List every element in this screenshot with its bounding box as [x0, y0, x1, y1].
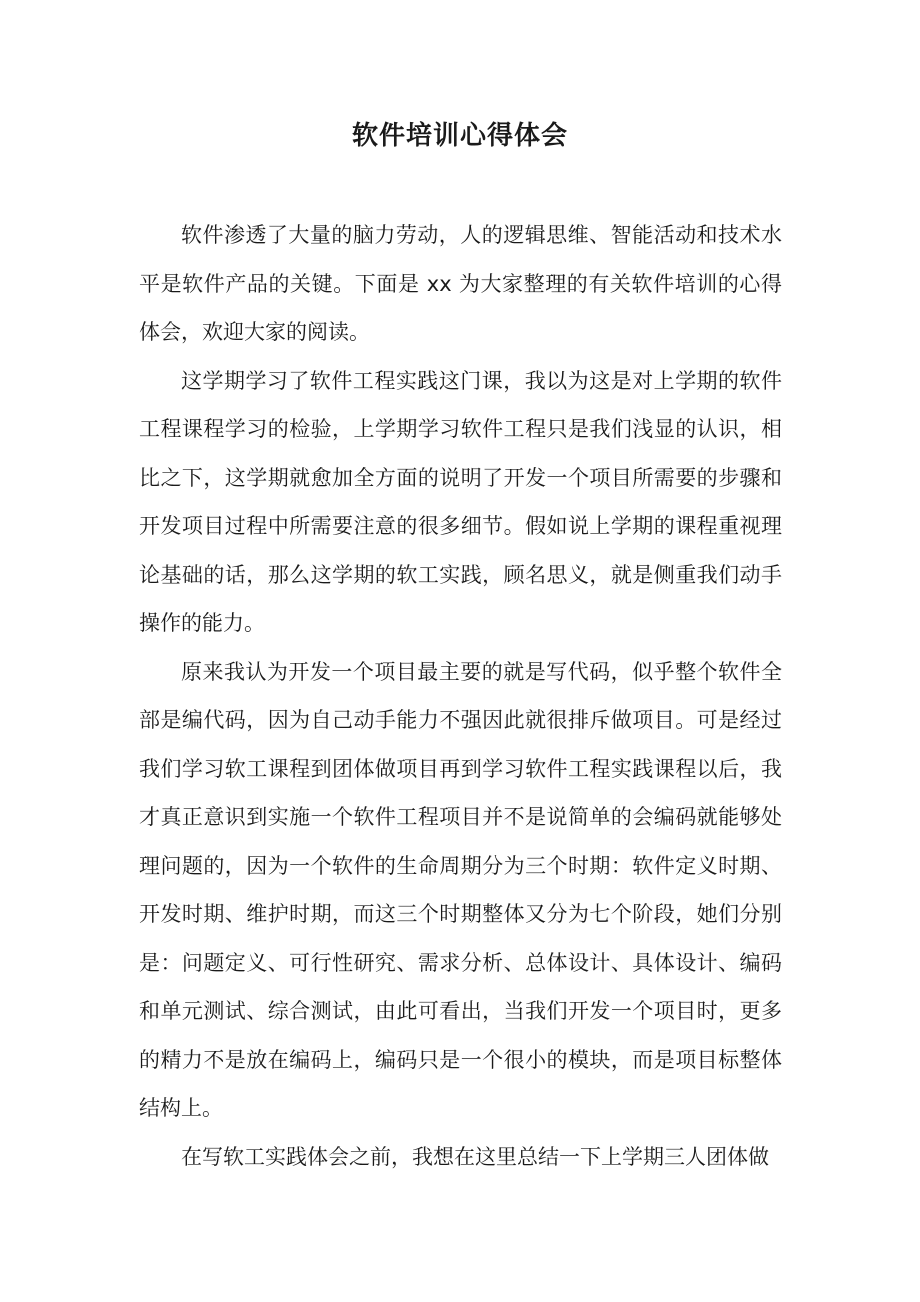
paragraph-project-lifecycle: 原来我认为开发一个项目最主要的就是写代码，似乎整个软件全部是编代码，因为自己动手能力不强因此就很排斥做项目。可是经过我们学习软工课程到团体做项目再到学习软件工程实践课程以后，我才真正意识到实施一个软件工程项目并不是说简单的会编码就能够处理问题的，因为一个软件的生命周期分为三个时期：软件定义时期、开发时期、维护时期，而这三个时期整体又分为七个阶段，她们分别是：问题定义、可行性研究、需求分析、总体设计、具体设计、编码和单元测试、综合测试，由此可看出，当我们开发一个项目时，更多的精力不是放在编码上，编码只是一个很小的模块，而是项目标整体结构上。	[139, 659, 782, 1120]
paragraph-team-summary: 在写软工实践体会之前，我想在这里总结一下上学期三人团体做	[181, 1144, 769, 1169]
document-body	[139, 211, 782, 1181]
paragraph-course-review: 这学期学习了软件工程实践这门课，我以为这是对上学期的软件工程课程学习的检验，上学期学习软件工程只是我们浅显的认识，相比之下，这学期就愈加全方面的说明了开发一个项目所需要的步骤和开发项目过程中所需要注意的很多细节。假如说上学期的课程重视理论基础的话，那么这学期的软工实践，顾名思义，就是侧重我们动手操作的能力。	[139, 368, 782, 635]
document-title: 软件培训心得体会	[351, 121, 568, 151]
paragraph-intro: 软件渗透了大量的脑力劳动，人的逻辑思维、智能活动和技术水平是软件产品的关键。下面是 xx 为大家整理的有关软件培训的心得体会，欢迎大家的阅读。	[139, 223, 782, 344]
